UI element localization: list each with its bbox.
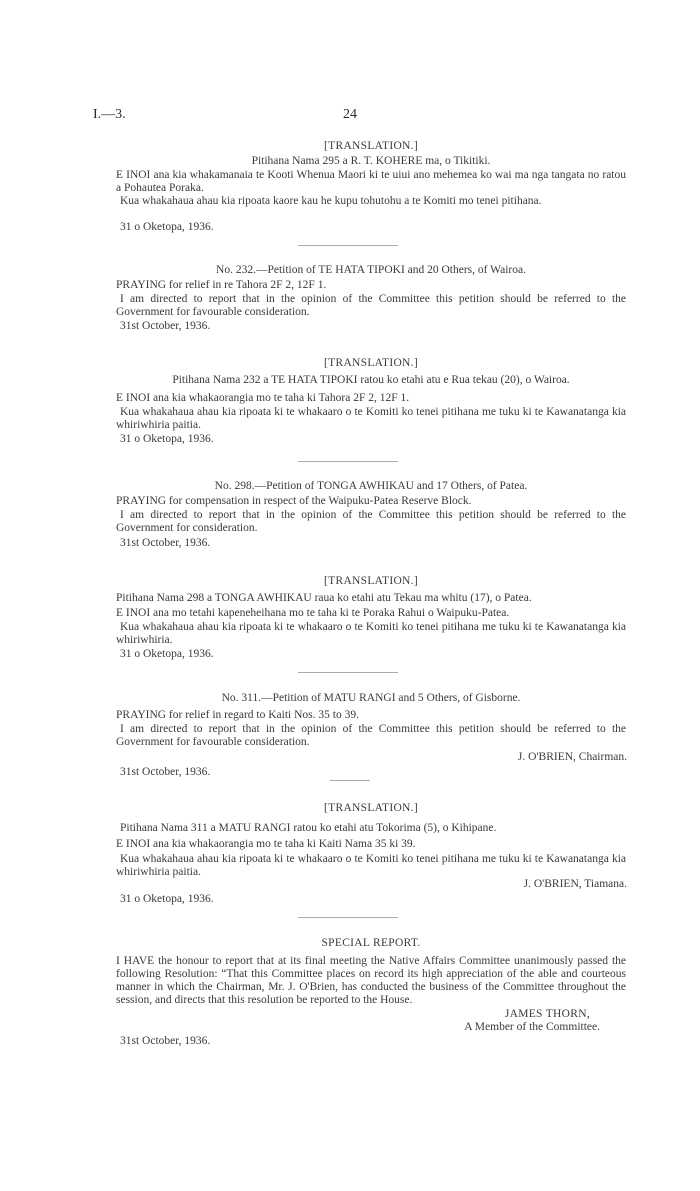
petition-prayer: E INOI ana kia whakamanaia te Kooti Whenua Maori ki te uiui ano mehemea ko wai ma nga tangata no ratou a Pohautea Poraka. [116,169,626,194]
petition-prayer: PRAYING for relief in regard to Kaiti Nos. 35 to 39. [116,709,359,721]
page-number: 24 [343,107,357,122]
section-divider [298,672,398,673]
petition-title: Pitihana Nama 232 a TE HATA TIPOKI ratou ko etahi atu e Rua tekau (20), o Wairoa. [172,374,570,386]
petition-report: Kua whakahaua ahau kia ripoata ki te whakaaro o te Komiti ko tenei pitihana me tuku ki te Kawanatanga kia whiriwhiria paitia. [116,853,626,878]
section-divider [330,780,370,781]
petition-report: Kua whakahaua ahau kia ripoata ki te whakaaro o te Komiti ko tenei pitihana me tuku ki te Kawanatanga kia whiriwhiria. [116,621,626,646]
petition-report: I am directed to report that in the opinion of the Committee this petition should be referred to the Government for favourable consideration. [116,723,626,748]
section-divider [298,461,398,462]
petition-prayer: PRAYING for compensation in respect of the Waipuku-Patea Reserve Block. [116,495,472,507]
petition-title: Pitihana Nama 298 a TONGA AWHIKAU raua ko etahi atu Tekau ma whitu (17), o Patea. [116,592,532,604]
petition-date: 31st October, 1936. [120,320,211,332]
petition-report: I am directed to report that in the opinion of the Committee this petition should be referred to the Government for favourable consideration. [116,293,626,318]
petition-prayer: E INOI ana kia whakaorangia mo te taha ki Kaiti Nama 35 ki 39. [116,838,416,850]
petition-title: No. 298.—Petition of TONGA AWHIKAU and 17 Others, of Patea. [214,480,528,492]
petition-title: Pitihana Nama 295 a R. T. KOHERE ma, o Tikitiki. [251,155,491,167]
section-divider [298,245,398,246]
petition-date: 31 o Oketopa, 1936. [120,648,214,660]
member-signature-title: A Member of the Committee. [464,1021,600,1033]
petition-date: 31st October, 1936. [120,766,211,778]
translation-heading: [TRANSLATION.] [324,802,418,814]
petition-date: 31 o Oketopa, 1936. [120,221,214,233]
petition-report: I am directed to report that in the opinion of the Committee this petition should be referred to the Government for consideration. [116,509,626,534]
special-report-date: 31st October, 1936. [120,1035,211,1047]
petition-title: No. 232.—Petition of TE HATA TIPOKI and 20 Others, of Wairoa. [216,264,526,276]
translation-heading: [TRANSLATION.] [324,357,418,369]
petition-date: 31st October, 1936. [120,537,211,549]
petition-prayer: E INOI ana kia whakaorangia mo te taha ki Tahora 2F 2, 12F 1. [116,392,410,404]
petition-title: No. 311.—Petition of MATU RANGI and 5 Others, of Gisborne. [221,692,521,704]
petition-report: Kua whakahaua ahau kia ripoata ki te whakaaro o te Komiti ko tenei pitihana me tuku ki te Kawanatanga kia whiriwhiria paitia. [116,406,626,431]
special-report-body: I HAVE the honour to report that at its final meeting the Native Affairs Committee unanimously passed the following Resolution: “That this Committee places on record its high appreciation of the able and courteous manner in which the Chairman, Mr. J. O'Brien, has conducted the business of the Committee throughout the session, and directs that this resolution be reported to the House. [116,955,626,1006]
petition-prayer: PRAYING for relief in re Tahora 2F 2, 12F 1. [116,279,327,291]
translation-heading: [TRANSLATION.] [324,575,418,587]
section-divider [298,917,398,918]
special-report-heading: SPECIAL REPORT. [321,937,421,949]
petition-title: Pitihana Nama 311 a MATU RANGI ratou ko etahi atu Tokorima (5), o Kihipane. [120,822,497,834]
translation-heading: [TRANSLATION.] [324,140,418,152]
petition-date: 31 o Oketopa, 1936. [120,433,214,445]
chairman-signature: J. O'BRIEN, Tiamana. [523,878,627,890]
member-signature-name: JAMES THORN, [504,1008,590,1020]
paper-reference: I.—3. [93,107,126,122]
petition-date: 31 o Oketopa, 1936. [120,893,214,905]
petition-report: Kua whakahaua ahau kia ripoata kaore kau he kupu tohutohu a te Komiti mo tenei pitihana. [120,195,542,207]
chairman-signature: J. O'BRIEN, Chairman. [517,751,627,763]
petition-prayer: E INOI ana mo tetahi kapeneheihana mo te taha ki te Poraka Rahui o Waipuku-Patea. [116,607,510,619]
